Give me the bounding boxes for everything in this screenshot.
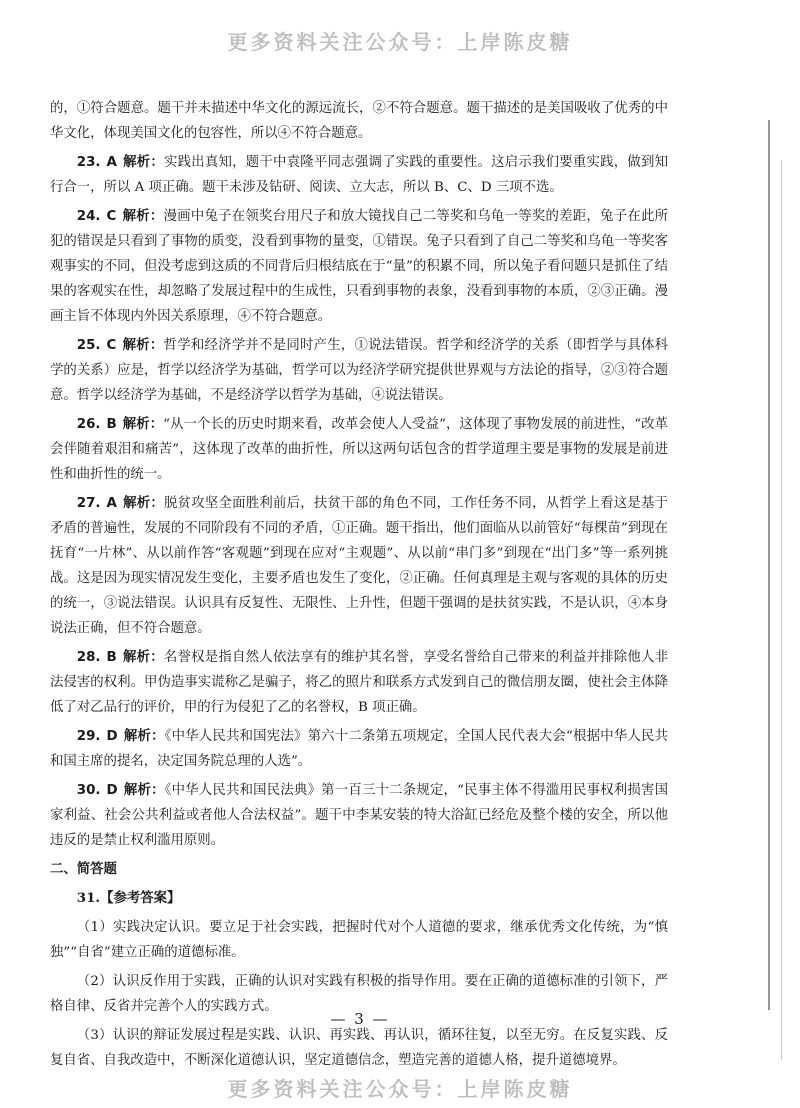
scan-artifact-line [768,120,770,1010]
reference-point-1: （1）实践决定认识。要立足于社会实践，把握时代对个人道德的要求，继承优秀文化传统，为“慎独”“自省”建立正确的道德标准。 [50,920,668,960]
watermark-top: 更多资料关注公众号：上岸陈皮糖 [227,30,573,54]
watermark-bottom: 更多资料关注公众号：上岸陈皮糖 [227,1077,573,1101]
analysis-label: 解析： [122,337,164,353]
analysis-label: 解析： [122,154,165,170]
answer-item-26 [50,412,668,487]
answer-letter: A [106,496,117,511]
analysis-text: 《中华人民共和国宪法》第六十二条第五项规定，全国人民代表大会“根据中华人民共和国主席的提名，决定国务院总理的人选”。 [50,729,668,769]
answer-item-24 [50,204,668,329]
question-number: 23. [76,155,101,170]
answer-letter: D [106,729,118,744]
question-number: 26. [76,417,101,432]
intro-paragraph: 的，①符合题意。题干并未描述中华文化的源远流长，②不符合题意。题干描述的是美国吸收了优秀的中华文化，体现美国文化的包容性，所以④不符合题意。 [50,101,668,141]
analysis-label: 解析： [122,495,165,511]
analysis-label: 解析： [122,649,164,665]
analysis-text: 漫画中兔子在领奖台用尺子和放大镜找自己二等奖和乌龟一等奖的差距，兔子在此所犯的错误是只看到了事物的质变，没看到事物的量变，①错误。兔子只看到了自己二等奖和乌龟一等奖客观事实的不同，但没考虑到这质的不同背后归根结底在于“量”的积累不同，所以兔子看问题只是抓住了结果的客观实在性，却忽略了发展过程中的生成性，只看到事物的表象，没看到事物的本质，②③正确。漫画主旨不体现内外因关系原理，④不符合题意。 [50,209,669,324]
analysis-label: 解析： [123,782,165,798]
answer-item-23 [50,150,668,200]
reference-answer-heading: 31.【参考答案】 [76,890,181,906]
analysis-text: 名誉权是指自然人依法享有的维护其名誉，享受名誉给自己带来的利益并排除他人非法侵害的权利。甲伪造事实谎称乙是骗子，将乙的照片和联系方式发到自己的微信朋友圈，使社会主体降低了对乙品行的评价，甲的行为侵犯了乙的名誉权，B 项正确。 [50,650,669,715]
analysis-label: 解析： [122,416,164,432]
answer-item-25 [50,333,668,408]
question-number: 25. [76,338,101,353]
scan-artifact-line-faint [781,160,782,1060]
reference-point-3: （3）认识的辩证发展过程是实践、认识、再实践、再认识，循环往复，以至无穷。在反复实践、反复自省、自我改造中，不断深化道德认识，坚定道德信念，塑造完善的道德人格，提升道德境界。 [50,1028,668,1068]
question-number: 28. [76,650,101,665]
answer-item-29 [50,724,668,774]
answer-item-30 [50,778,668,853]
question-number: 27. [76,496,101,511]
analysis-text: 《中华人民共和国民法典》第一百三十二条规定，“民事主体不得滥用民事权利损害国家利益、社会公共利益或者他人合法权益”。题干中李某安装的特大浴缸已经危及整个楼的安全，所以他违反的是禁止权利滥用原则。 [50,783,668,848]
answer-letter: B [106,650,117,665]
analysis-text: “从一个长的历史时期来看，改革会使人人受益”，这体现了事物发展的前进性，“改革会伴随着艰泪和痛苦”，这体现了改革的曲折性，所以这两句话包含的哲学道理主要是事物的发展是前进性和曲折性的统一。 [50,417,669,482]
analysis-text: 脱贫攻坚全面胜利前后，扶贫干部的角色不同，工作任务不同，从哲学上看这是基于矛盾的普遍性，发展的不同阶段有不同的矛盾，①正确。题干指出，他们面临从以前管好“每棵苗”到现在抚育“一片林”、从以前作答“客观题”到现在应对“主观题”、从以前“串门多”到现在“出门多”等一系列挑战。这是因为现实情况发生变化，主要矛盾也发生了变化，②正确。任何真理是主观与客观的具体的历史的统一，③说法错误。认识具有反复性、无限性、上升性，但题干强调的是扶贫实践，不是认识，④本身说法正确，但不符合题意。 [50,496,669,636]
analysis-text: 实践出真知，题干中袁隆平同志强调了实践的重要性。这启示我们要重实践，做到知行合一，所以 A 项正确。题干未涉及钻研、阅读、立大志，所以 B、C、D 三项不选。 [50,155,669,195]
answer-item-27 [50,491,668,641]
page-number: — 3 — [330,1010,390,1028]
analysis-label: 解析： [123,728,165,744]
answer-letter: A [106,155,117,170]
answer-letter: C [106,209,117,224]
reference-point-2: （2）认识反作用于实践，正确的认识对实践有积极的指导作用。要在正确的道德标准的引领下，严格自律、反省并完善个人的实践方式。 [50,974,668,1014]
document-body [50,96,668,1077]
analysis-text: 哲学和经济学并不是同时产生，①说法错误。哲学和经济学的关系（即哲学与具体科学的关系）应是，哲学以经济学为基础，哲学可以为经济学研究提供世界观与方法论的指导，②③符合题意。哲学以经济学为基础，不是经济学以哲学为基础，④说法错误。 [50,338,669,403]
question-number: 30. [76,783,101,798]
answer-letter: C [106,338,117,353]
section-heading: 二、简答题 [50,861,117,877]
analysis-label: 解析： [122,208,164,224]
answer-letter: B [106,417,117,432]
question-number: 29. [76,729,101,744]
question-number: 24. [76,209,101,224]
answer-letter: D [106,783,118,798]
answer-item-28 [50,645,668,720]
